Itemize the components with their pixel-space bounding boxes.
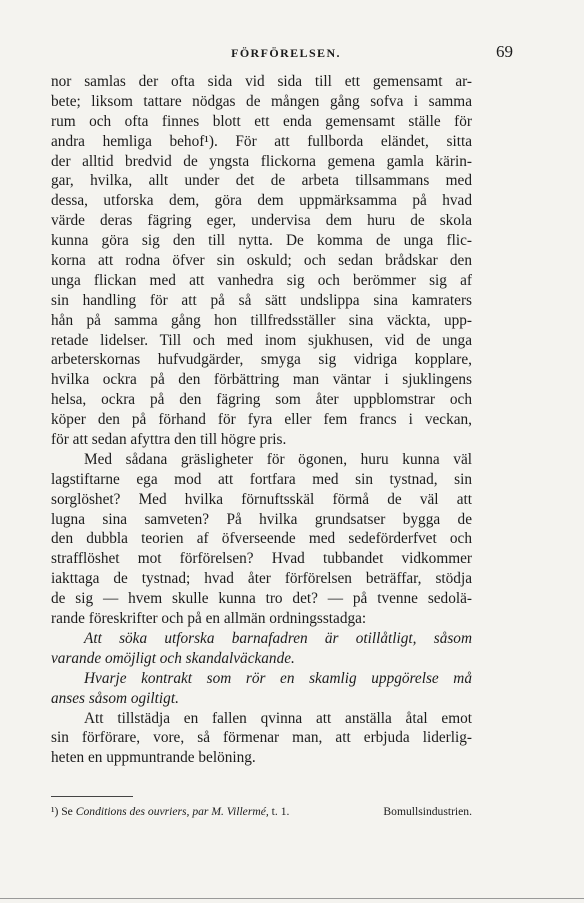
text-line: värde deras fägring eger, undervisa dem huru de skola <box>51 212 472 230</box>
footnote-divider <box>51 796 133 797</box>
text-line: arbeterskornas hufvudgärder, smyga sig vidriga kopplare, <box>51 351 472 369</box>
body-text <box>51 72 472 768</box>
text-line: för att sedan afyttra den till högre pris. <box>51 431 287 449</box>
text-line: hån på samma gång hon tillfredsställer sina väckta, upp- <box>51 311 472 329</box>
footnote-topic: Bomullsindustrien. <box>383 805 472 818</box>
text-line: hvilka ockra på den förbättring man väntar i sjuklingens <box>51 371 472 389</box>
text-line: lugna sina samveten? På hvilka grundsatser bygga de <box>51 510 472 528</box>
text-line: köper den på förhand för fyra eller fem francs i veckan, <box>51 411 472 429</box>
text-line: Med sådana gräsligheter för ögonen, huru kunna väl <box>84 450 472 468</box>
text-line: kunna göra sig den till nytta. De komma de unga flic- <box>51 232 472 250</box>
footnote-volume: t. 1. <box>271 805 290 818</box>
text-line: dessa, utforska dem, göra dem uppmärksamma på hvad <box>51 192 472 210</box>
text-line: korna att rodna öfver sin oskuld; och sedan brådskar den <box>51 252 472 270</box>
text-line: rum och ofta finnes blott ett enda gemensamt ställe för <box>51 112 472 130</box>
text-line: heten en uppmuntrande belöning. <box>51 749 256 767</box>
text-line: lagstiftarne ega mod att fortfara med sin tystnad, sin <box>51 470 472 488</box>
text-line: Att tillstädja en fallen qvinna att anställa åtal emot <box>84 709 472 727</box>
text-line: Hvarje kontrakt som rör en skamlig uppgörelse må <box>84 669 472 687</box>
footnote-source: Conditions des ouvriers, par M. Villermé, <box>75 805 269 818</box>
text-line: bete; liksom tattare nödgas de mången gång sofva i samma <box>51 92 472 110</box>
text-line: varande omöjligt och skandalväckande. <box>51 649 295 667</box>
footnote-marker: ¹) Se <box>51 805 73 818</box>
page-header <box>51 44 521 68</box>
text-line: andra hemliga behof¹). För att fullborda eländet, sitta <box>51 132 472 150</box>
text-line: retade lidelser. Till och med inom sjukhusen, vid de unga <box>51 331 472 349</box>
text-line: de sig — hvem skulle kunna tro det? — på tvenne sedolä- <box>51 590 472 608</box>
text-line: nor samlas der ofta sida vid sida till ett gemensamt ar- <box>51 73 472 90</box>
running-title: FÖRFÖRELSEN. <box>231 46 341 60</box>
text-line: rande föreskrifter och på en allmän ordningsstadga: <box>51 610 367 628</box>
page-edge <box>0 898 584 899</box>
text-line: gar, hvilka, allt under det de arbeta tillsammans med <box>51 172 472 190</box>
text-line: der alltid bredvid de yngsta flickorna gemena gamla kärin- <box>51 152 472 170</box>
text-line: anses såsom ogiltigt. <box>51 689 179 707</box>
page-number: 69 <box>496 42 513 61</box>
text-line: den dubbla teorien af öfverseende med sedeförderfvet och <box>51 530 472 548</box>
text-line: sin förförare, vore, så förmenar man, att erbjuda liderlig- <box>51 729 472 747</box>
text-line: sin handling för att på så sätt undslippa sina kamraters <box>51 291 472 309</box>
text-line: iakttaga de tystnad; hvad åter förförelsen beträffar, stödja <box>51 570 472 588</box>
text-line: strafflöshet mot förförelsen? Hvad tubbandet vidkommer <box>51 550 472 568</box>
text-line: Att söka utforska barnafadren är otillåtligt, såsom <box>84 629 472 647</box>
text-line: helsa, ockra på den fägring som åter uppblomstrar och <box>51 391 472 409</box>
footnote <box>51 805 472 819</box>
text-line: unga flickan med att vanhedra sig och berömmer sig af <box>51 271 472 289</box>
text-line: sorglöshet? Med hvilka förnuftsskäl förmå de väl att <box>51 490 472 508</box>
